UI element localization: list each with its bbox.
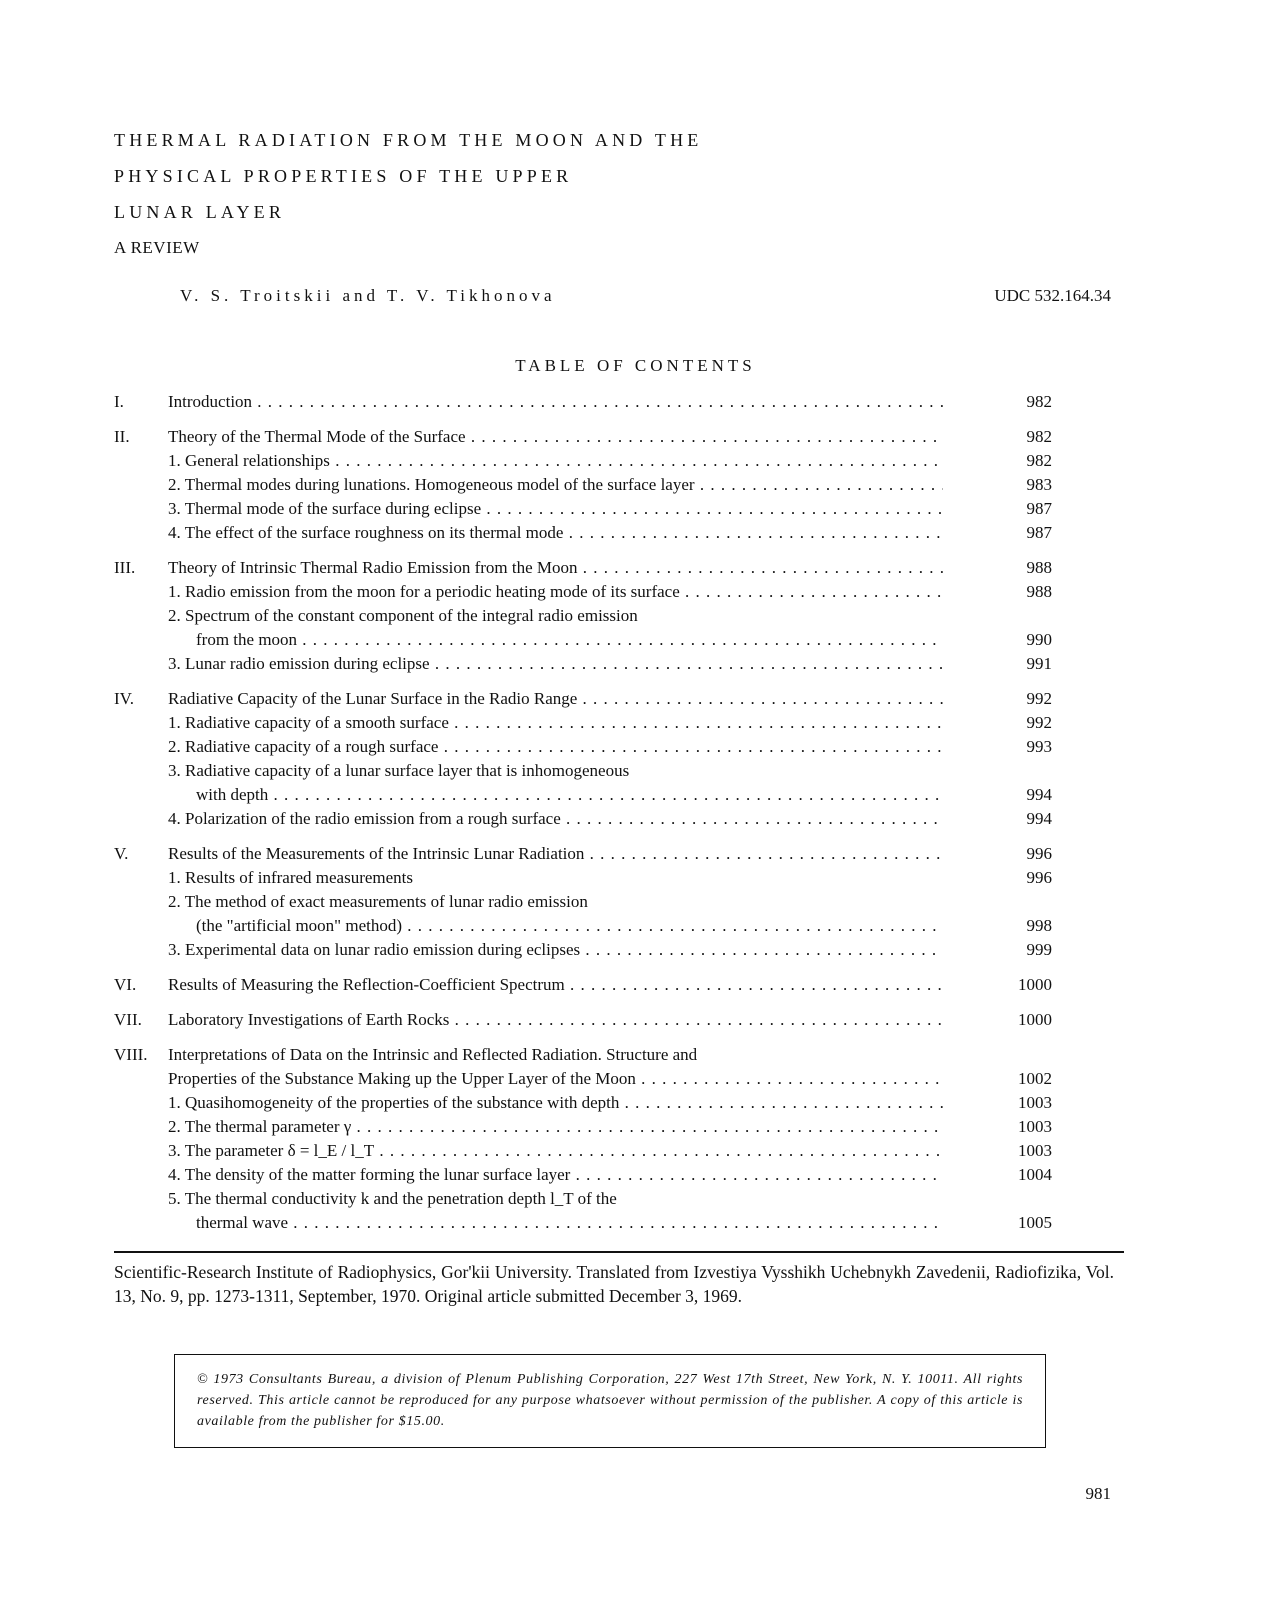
toc-subentry xyxy=(114,735,1064,759)
toc-subentry-cont xyxy=(114,628,1064,652)
footnote: Scientific-Research Institute of Radiophysics, Gor'kii University. Translated from Izvestiya Vysshikh Uchebnykh Zavedenii, Radiofizika, Vol. 13, No. 9, pp. 1273-1311, September, 1970. Original article submitted December 3, 1969. xyxy=(114,1262,1114,1306)
toc-subentry xyxy=(114,938,1064,962)
toc-section-heading xyxy=(114,1008,1064,1032)
toc-page-number: 992 xyxy=(1026,689,1052,708)
toc-entry-text: thermal wave . . . xyxy=(196,1211,943,1235)
toc-entry-text: 2. The thermal parameter γ . . . xyxy=(168,1115,943,1139)
toc-section-number: I. xyxy=(114,392,124,411)
toc-entry-text: Results of Measuring the Reflection-Coefficient Spectrum . . . xyxy=(168,973,943,997)
toc-page-number: 1000 xyxy=(1018,1010,1052,1029)
toc-page-number: 987 xyxy=(1026,499,1052,518)
toc-entry-text: 3. Radiative capacity of a lunar surface layer that is inhomogeneous xyxy=(168,761,630,780)
toc-page-number: 1002 xyxy=(1018,1069,1052,1088)
toc-section-heading xyxy=(114,842,1064,866)
udc-code: UDC 532.164.34 xyxy=(994,286,1111,305)
toc-subentry xyxy=(114,1163,1064,1187)
toc-entry-text: 1. Radio emission from the moon for a periodic heating mode of its surface . . . xyxy=(168,580,943,604)
toc-subentry xyxy=(114,1091,1064,1115)
toc-entry-text: Interpretations of Data on the Intrinsic and Reflected Radiation. Structure and xyxy=(168,1045,698,1064)
toc-section-number: V. xyxy=(114,844,129,863)
copyright-text: © 1973 Consultants Bureau, a division of Plenum Publishing Corporation, 227 West 17th Street, New York, N. Y. 10011. All rights reserved. This article cannot be reproduced for any purpose whatsoever without permission of the publisher. A copy of this article is available from the publisher for $15.00. xyxy=(197,1372,1023,1429)
toc-subentry xyxy=(114,521,1064,545)
toc-section-number: III. xyxy=(114,558,136,577)
toc-section xyxy=(114,973,1064,997)
toc-page-number: 988 xyxy=(1026,582,1052,601)
toc-subentry xyxy=(114,1115,1064,1139)
toc-page-number: 983 xyxy=(1026,475,1052,494)
toc-subentry-cont xyxy=(114,1211,1064,1235)
toc-section-number: II. xyxy=(114,427,130,446)
toc-entry-text: 3. Thermal mode of the surface during eclipse . . . xyxy=(168,497,943,521)
copyright-box xyxy=(174,1354,1046,1448)
toc-entry-text: 3. The parameter δ = l_E / l_T . . . xyxy=(168,1139,943,1163)
toc-subentry xyxy=(114,1139,1064,1163)
toc-section xyxy=(114,1008,1064,1032)
toc-page-number: 1005 xyxy=(1018,1213,1052,1232)
toc-subentry-cont xyxy=(114,914,1064,938)
toc-entry-text: Introduction . . . xyxy=(168,390,943,414)
toc-subentry xyxy=(114,890,1064,914)
toc-entry-text: 3. Experimental data on lunar radio emission during eclipses . . . xyxy=(168,938,943,962)
toc-page-number: 994 xyxy=(1026,785,1052,804)
toc-entry-text: 2. Thermal modes during lunations. Homogeneous model of the surface layer . . . xyxy=(168,473,943,497)
toc-section-number: IV. xyxy=(114,689,134,708)
toc-page-number: 1003 xyxy=(1018,1093,1052,1112)
toc-entry-text: 2. The method of exact measurements of lunar radio emission xyxy=(168,892,588,911)
toc-subentry xyxy=(114,473,1064,497)
toc-subentry xyxy=(114,580,1064,604)
article-title-line-2: PHYSICAL PROPERTIES OF THE UPPER xyxy=(114,166,573,186)
toc-entry-text: 4. The density of the matter forming the lunar surface layer . . . xyxy=(168,1163,943,1187)
toc-subentry xyxy=(114,652,1064,676)
toc-entry-text: 4. The effect of the surface roughness on its thermal mode . . . xyxy=(168,521,943,545)
toc-page-number: 998 xyxy=(1026,916,1052,935)
toc-entry-text: 3. Lunar radio emission during eclipse . . . xyxy=(168,652,943,676)
toc-subentry xyxy=(114,497,1064,521)
toc-page-number: 992 xyxy=(1026,713,1052,732)
toc-section-heading xyxy=(114,1043,1064,1067)
toc-section xyxy=(114,842,1064,962)
toc-page-number: 996 xyxy=(1026,844,1052,863)
toc-page-number: 994 xyxy=(1026,809,1052,828)
toc-entry-text: 1. Results of infrared measurements xyxy=(168,868,414,887)
toc-page-number: 982 xyxy=(1026,427,1052,446)
toc-entry-text: from the moon . . . xyxy=(196,628,943,652)
toc-section-heading xyxy=(114,425,1064,449)
toc-subentry xyxy=(114,1187,1064,1211)
toc-page-number: 996 xyxy=(1026,868,1052,887)
toc-entry-text: Radiative Capacity of the Lunar Surface in the Radio Range . . . xyxy=(168,687,943,711)
toc-section-heading-cont xyxy=(114,1067,1064,1091)
toc-entry-text: Properties of the Substance Making up the Upper Layer of the Moon . . . xyxy=(168,1067,943,1091)
toc-section-heading xyxy=(114,390,1064,414)
toc-page-number: 988 xyxy=(1026,558,1052,577)
toc-page-number: 987 xyxy=(1026,523,1052,542)
toc-entry-text: 4. Polarization of the radio emission from a rough surface . . . xyxy=(168,807,943,831)
toc-heading: TABLE OF CONTENTS xyxy=(515,356,756,375)
toc-entry-text: 1. General relationships . . . xyxy=(168,449,943,473)
toc-subentry xyxy=(114,807,1064,831)
toc-page-number: 1004 xyxy=(1018,1165,1052,1184)
toc-section-heading xyxy=(114,687,1064,711)
toc-entry-text: with depth . . . xyxy=(196,783,943,807)
toc-page-number: 990 xyxy=(1026,630,1052,649)
toc-section xyxy=(114,556,1064,676)
toc-entry-text: 5. The thermal conductivity k and the penetration depth l_T of the xyxy=(168,1189,617,1208)
toc-section-number: VI. xyxy=(114,975,137,994)
toc-section-number: VIII. xyxy=(114,1045,148,1064)
authors: V. S. Troitskii and T. V. Tikhonova xyxy=(180,286,556,305)
toc-section-number: VII. xyxy=(114,1010,142,1029)
page-number: 981 xyxy=(1085,1484,1111,1503)
toc-subentry xyxy=(114,866,1064,890)
toc-section-heading xyxy=(114,556,1064,580)
toc-page-number: 982 xyxy=(1026,392,1052,411)
toc-page-number: 993 xyxy=(1026,737,1052,756)
toc-page-number: 1003 xyxy=(1018,1141,1052,1160)
toc-subentry-cont xyxy=(114,783,1064,807)
toc-entry-text: 2. Spectrum of the constant component of the integral radio emission xyxy=(168,606,638,625)
table-of-contents xyxy=(114,390,1064,1246)
toc-entry-text: Theory of the Thermal Mode of the Surface . . . xyxy=(168,425,943,449)
toc-entry-text: Laboratory Investigations of Earth Rocks . . . xyxy=(168,1008,943,1032)
toc-section-heading xyxy=(114,973,1064,997)
toc-entry-text: (the "artificial moon" method) . . . xyxy=(196,914,943,938)
toc-page-number: 1000 xyxy=(1018,975,1052,994)
toc-page-number: 982 xyxy=(1026,451,1052,470)
toc-page-number: 1003 xyxy=(1018,1117,1052,1136)
article-title-line-3: LUNAR LAYER xyxy=(114,202,286,222)
toc-page-number: 991 xyxy=(1026,654,1052,673)
article-subtitle: A REVIEW xyxy=(114,238,200,257)
toc-entry-text: 1. Quasihomogeneity of the properties of the substance with depth . . . xyxy=(168,1091,943,1115)
footnote-rule xyxy=(114,1251,1124,1253)
toc-subentry xyxy=(114,604,1064,628)
toc-entry-text: Results of the Measurements of the Intrinsic Lunar Radiation . . . xyxy=(168,842,943,866)
toc-section xyxy=(114,687,1064,831)
toc-subentry xyxy=(114,449,1064,473)
toc-subentry xyxy=(114,759,1064,783)
article-title-line-1: THERMAL RADIATION FROM THE MOON AND THE xyxy=(114,130,703,150)
toc-section xyxy=(114,425,1064,545)
toc-entry-text: Theory of Intrinsic Thermal Radio Emission from the Moon . . . xyxy=(168,556,943,580)
toc-subentry xyxy=(114,711,1064,735)
toc-entry-text: 1. Radiative capacity of a smooth surface . . . xyxy=(168,711,943,735)
toc-section xyxy=(114,390,1064,414)
toc-entry-text: 2. Radiative capacity of a rough surface . . . xyxy=(168,735,943,759)
toc-section xyxy=(114,1043,1064,1235)
toc-page-number: 999 xyxy=(1026,940,1052,959)
